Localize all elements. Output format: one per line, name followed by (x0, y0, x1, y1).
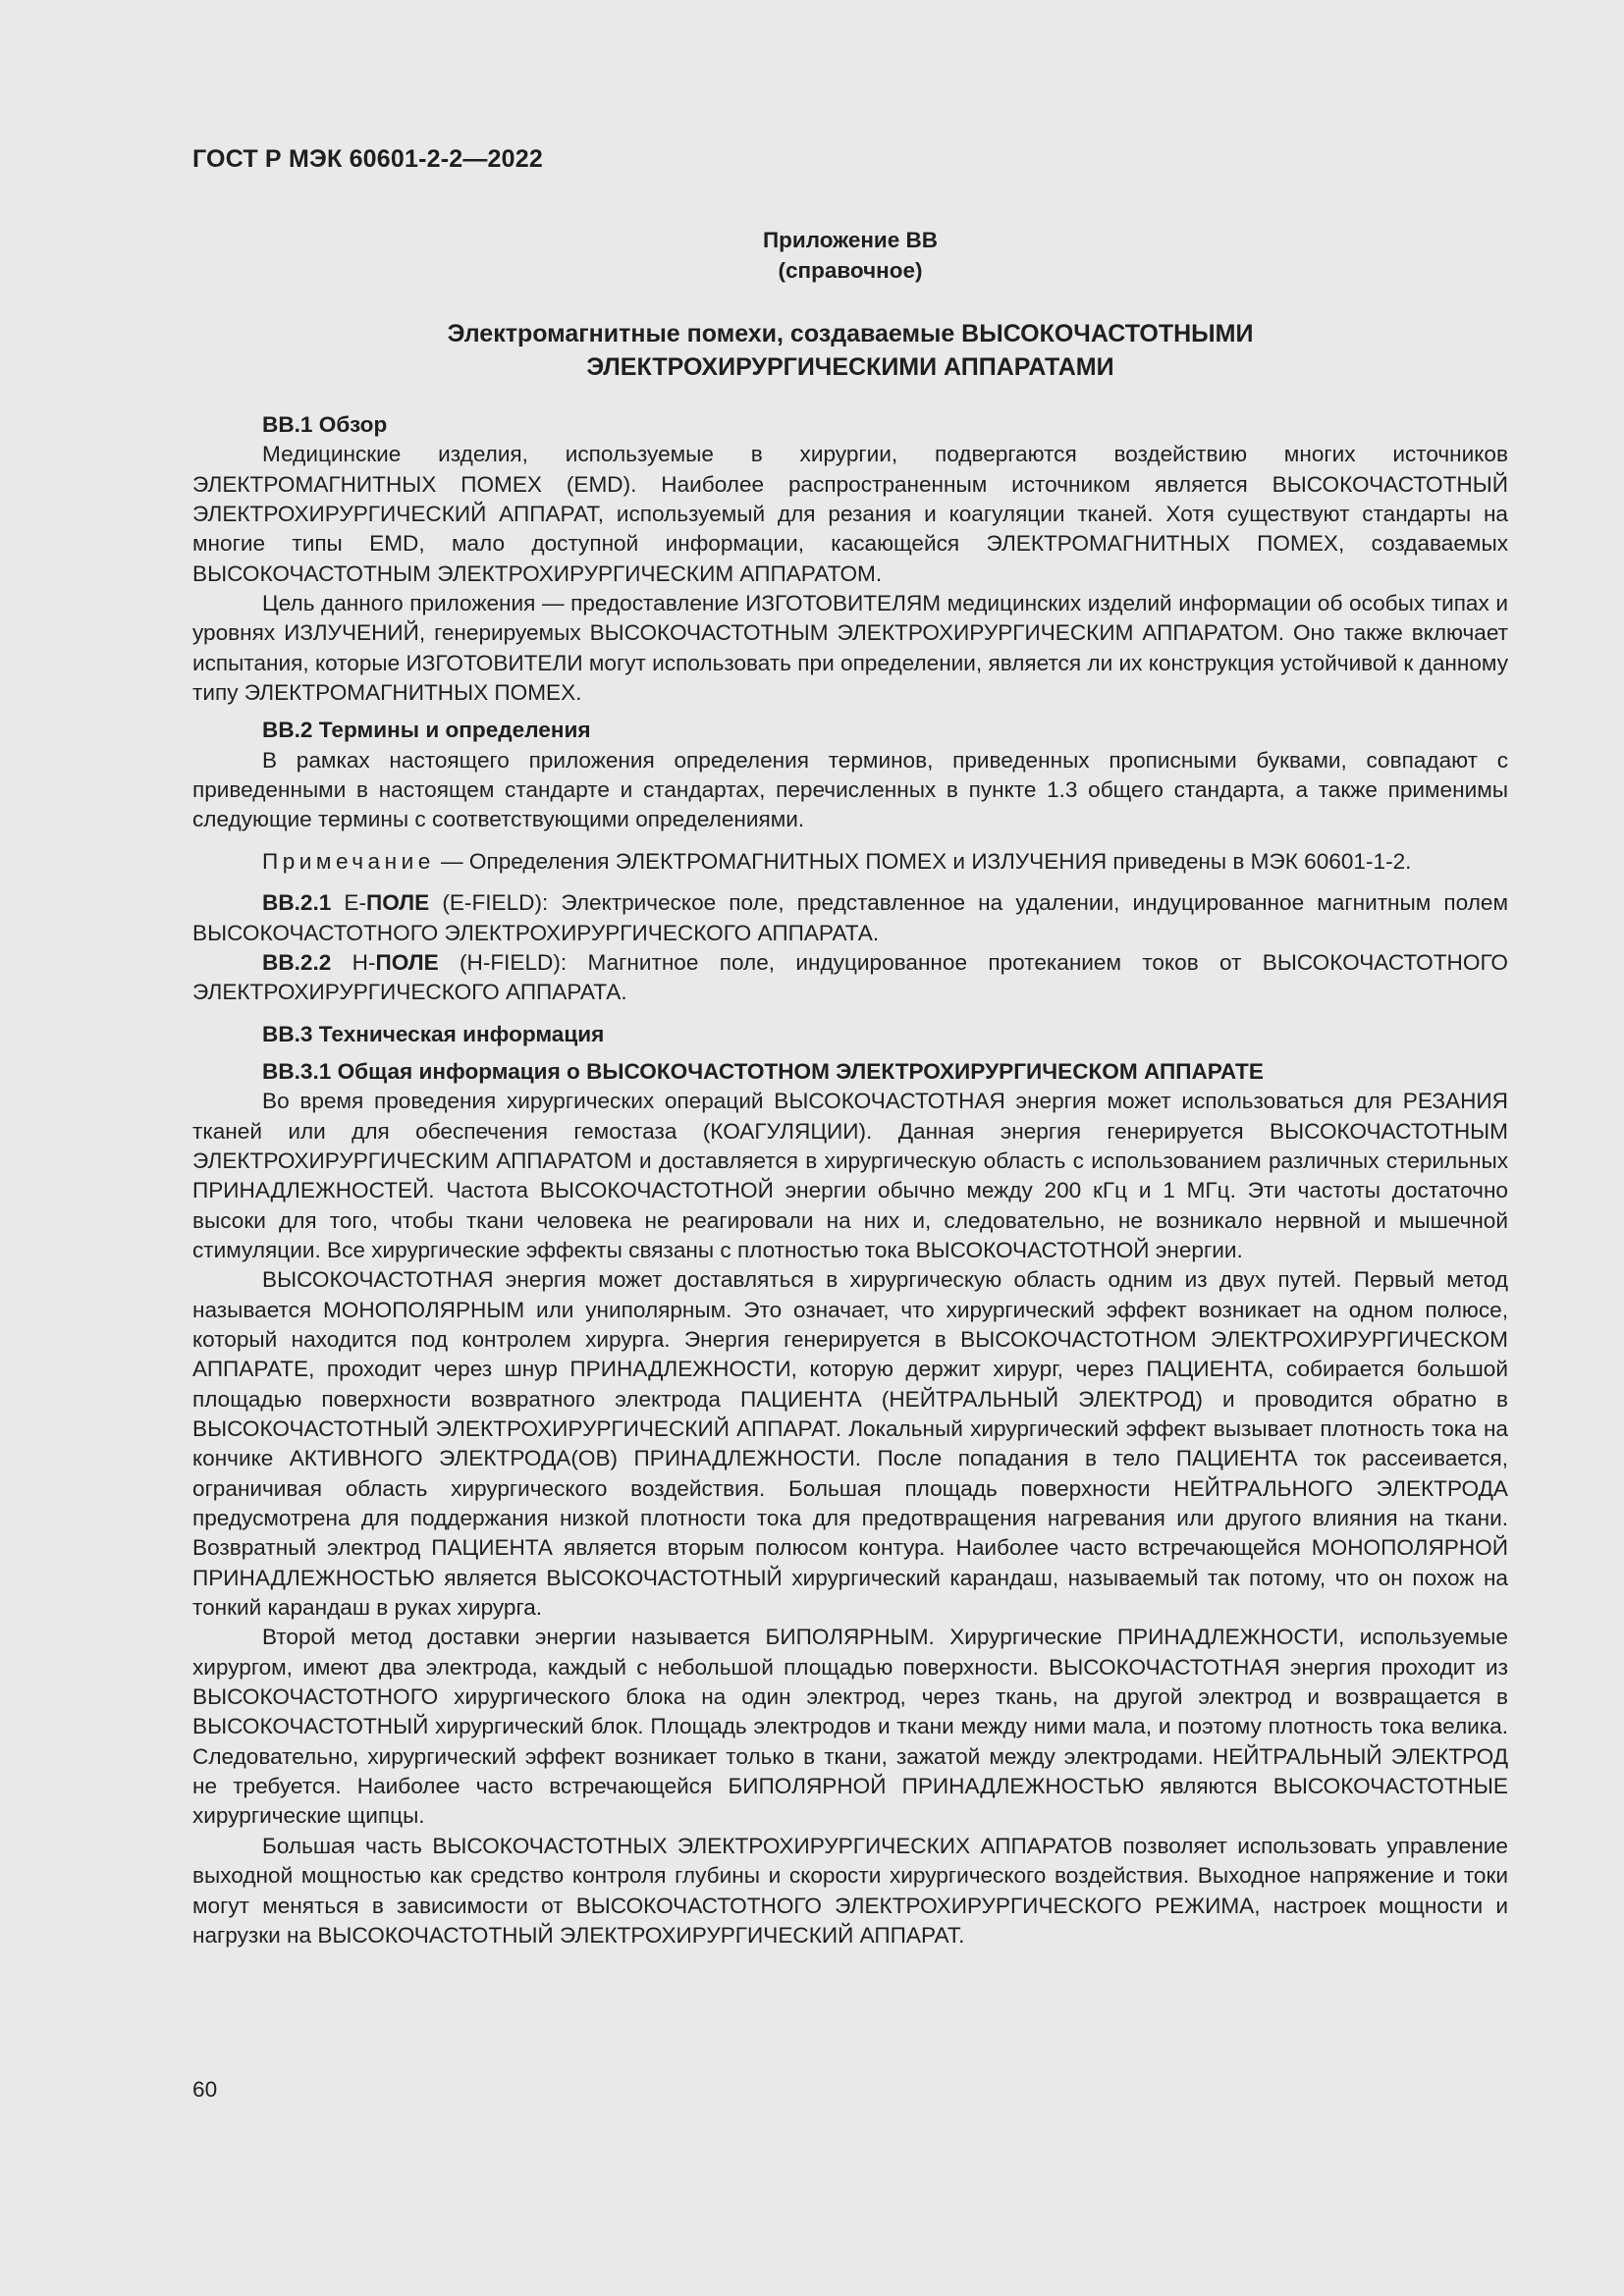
note (192, 847, 1508, 877)
section-heading-bb1: ВВ.1 Обзор (262, 412, 388, 437)
note-label: Примечание (262, 848, 435, 874)
term-number: ВВ.2.2 (262, 949, 332, 975)
document-header: ГОСТ Р МЭК 60601-2-2—2022 (192, 145, 543, 173)
annex-title: Приложение ВВ (762, 228, 939, 252)
term-name: ПОЛЕ (366, 890, 430, 916)
term-definition-e-field: ВВ.2.1 Е-ПОЛЕ (E-FIELD): Электрическое поле, представленное на удалении, индуцированное магнитным полем ВЫСОКОЧАСТОТНОГО ЭЛЕКТРОХИРУРГИЧЕСКОГО АППАРАТА. (192, 890, 1508, 945)
subsection-heading-bb31: ВВ.3.1 Общая информация о ВЫСОКОЧАСТОТНОМ ЭЛЕКТРОХИРУРГИЧЕСКОМ АППАРАТЕ (262, 1058, 1264, 1084)
annex-subtitle: (справочное) (778, 258, 923, 283)
paragraph: Во время проведения хирургических операций ВЫСОКОЧАСТОТНАЯ энергия может использоваться для РЕЗАНИЯ тканей или для обеспечения гемостаза (КОАГУЛЯЦИИ). Данная энергия генерируется ВЫСОКОЧАСТОТНЫМ ЭЛЕКТРОХИРУРГИЧЕСКИМ АППАРАТОМ и доставляется в хирургическую область с использованием различных стерильных ПРИНАДЛЕЖНОСТЕЙ. Частота ВЫСОКОЧАСТОТНОЙ энергии обычно между 200 кГц и 1 МГц. Эти частоты достаточно высоки для того, чтобы ткани человека не реагировали на них и, следовательно, не возникало нервной и мышечной стимуляции. Все хирургические эффекты связаны с плотностью тока ВЫСОКОЧАСТОТНОЙ энергии. (192, 1089, 1508, 1262)
document-body (192, 410, 1508, 1950)
page-number: 60 (192, 2077, 218, 2102)
paragraph: Большая часть ВЫСОКОЧАСТОТНЫХ ЭЛЕКТРОХИРУРГИЧЕСКИХ АППАРАТОВ позволяет использовать управление выходной мощностью как средство контроля глубины и скорости хирургического воздействия. Выходное напряжение и токи могут меняться в зависимости от ВЫСОКОЧАСТОТНОГО ЭЛЕКТРОХИРУРГИЧЕСКОГО РЕЖИМА, настроек мощности и нагрузки на ВЫСОКОЧАСТОТНЫЙ ЭЛЕКТРОХИРУРГИЧЕСКИЙ АППАРАТ. (192, 1833, 1508, 1948)
annex-name-line1: Электромагнитные помехи, создаваемые ВЫСОКОЧАСТОТНЫМИ (447, 320, 1254, 347)
annex-name-line2: ЭЛЕКТРОХИРУРГИЧЕСКИМИ АППАРАТАМИ (586, 353, 1114, 381)
term-number: ВВ.2.1 (262, 890, 332, 916)
paragraph: Второй метод доставки энергии называется БИПОЛЯРНЫМ. Хирургические ПРИНАДЛЕЖНОСТИ, используемые хирургом, имеют два электрода, каждый с небольшой площадью поверхности. ВЫСОКОЧАСТОТНАЯ энергия проходит из ВЫСОКОЧАСТОТНОГО хирургического блока на один электрод, через ткань, на другой электрод и возвращается в ВЫСОКОЧАСТОТНЫЙ хирургический блок. Площадь электродов и ткани между ними мала, и поэтому плотность тока велика. Следовательно, хирургический эффект возникает только в ткани, зажатой между электродами. НЕЙТРАЛЬНЫЙ ЭЛЕКТРОД не требуется. Наиболее часто встречающейся БИПОЛЯРНОЙ ПРИНАДЛЕЖНОСТЬЮ являются ВЫСОКОЧАСТОТНЫЕ хирургические щипцы. (192, 1625, 1508, 1829)
term-text: (E-FIELD): Электрическое поле, представленное на удалении, индуцированное магнитным полем ВЫСОКОЧАСТОТНОГО ЭЛЕКТРОХИРУРГИЧЕСКОГО АППАРАТА. (192, 890, 1508, 945)
paragraph: Медицинские изделия, используемые в хирургии, подвергаются воздействию многих источников ЭЛЕКТРОМАГНИТНЫХ ПОМЕХ (EMD). Наиболее распространенным источником является ВЫСОКОЧАСТОТНЫЙ ЭЛЕКТРОХИРУРГИЧЕСКИЙ АППАРАТ, используемый для резания и коагуляции тканей. Хотя существуют стандарты на многие типы EMD, мало доступной информации, касающейся ЭЛЕКТРОМАГНИТНЫХ ПОМЕХ, создаваемых ВЫСОКОЧАСТОТНЫМ ЭЛЕКТРОХИРУРГИЧЕСКИМ АППАРАТОМ. (192, 442, 1508, 586)
paragraph: Цель данного приложения — предоставление ИЗГОТОВИТЕЛЯМ медицинских изделий информации об особых типах и уровнях ИЗЛУЧЕНИЙ, генерируемых ВЫСОКОЧАСТОТНЫМ ЭЛЕКТРОХИРУРГИЧЕСКИМ АППАРАТОМ. Оно также включает испытания, которые ИЗГОТОВИТЕЛИ могут использовать при определении, является ли их конструкция устойчивой к данному типу ЭЛЕКТРОМАГНИТНЫХ ПОМЕХ. (192, 591, 1508, 706)
term-text: (H-FIELD): Магнитное поле, индуцированное протеканием токов от ВЫСОКОЧАСТОТНОГО ЭЛЕКТРОХИРУРГИЧЕСКОГО АППАРАТА. (192, 949, 1508, 1005)
paragraph: В рамках настоящего приложения определения терминов, приведенных прописными буквами, совпадают с приведенными в настоящем стандарте и стандартах, перечисленных в пункте 1.3 общего стандарта, а также применимы следующие термины с соответствующими определениями. (192, 747, 1508, 832)
section-heading-bb2: ВВ.2 Термины и определения (262, 718, 591, 743)
paragraph: ВЫСОКОЧАСТОТНАЯ энергия может доставляться в хирургическую область одним из двух путей. Первый метод называется МОНОПОЛЯРНЫМ или униполярным. Это означает, что хирургический эффект возникает на одном полюсе, который находится под контролем хирурга. Энергия генерируется в ВЫСОКОЧАСТОТНОМ ЭЛЕКТРОХИРУРГИЧЕСКОМ АППАРАТЕ, проходит через шнур ПРИНАДЛЕЖНОСТИ, которую держит хирург, через ПАЦИЕНТА, собирается большой площадью поверхности возвратного электрода ПАЦИЕНТА (НЕЙТРАЛЬНЫЙ ЭЛЕКТРОД) и проводится обратно в ВЫСОКОЧАСТОТНЫЙ ЭЛЕКТРОХИРУРГИЧЕСКИЙ АППАРАТ. Локальный хирургический эффект вызывает плотность тока на кончике АКТИВНОГО ЭЛЕКТРОДА(ОВ) ПРИНАДЛЕЖНОСТИ. После попадания в тело ПАЦИЕНТА ток рассеивается, ограничивая область хирургического воздействия. Большая площадь поверхности НЕЙТРАЛЬНОГО ЭЛЕКТРОДА предусмотрена для поддержания низкой плотности тока для предотвращения нагревания или другого влияния на ткани. Возвратный электрод ПАЦИЕНТА является вторым полюсом контура. Наиболее часто встречающейся МОНОПОЛЯРНОЙ ПРИНАДЛЕЖНОСТЬЮ является ВЫСОКОЧАСТОТНЫЙ хирургический карандаш, называемый так потому, что он похож на тонкий карандаш в руках хирурга. (192, 1267, 1508, 1621)
term-definition-h-field: ВВ.2.2 Н-ПОЛЕ (H-FIELD): Магнитное поле, индуцированное протеканием токов от ВЫСОКОЧАСТОТНОГО ЭЛЕКТРОХИРУРГИЧЕСКОГО АППАРАТА. (192, 949, 1508, 1005)
section-heading-bb3: ВВ.3 Техническая информация (262, 1021, 605, 1046)
term-name: ПОЛЕ (375, 949, 439, 975)
note-text: — Определения ЭЛЕКТРОМАГНИТНЫХ ПОМЕХ и ИЗЛУЧЕНИЯ приведены в МЭК 60601-1-2. (434, 848, 1412, 874)
